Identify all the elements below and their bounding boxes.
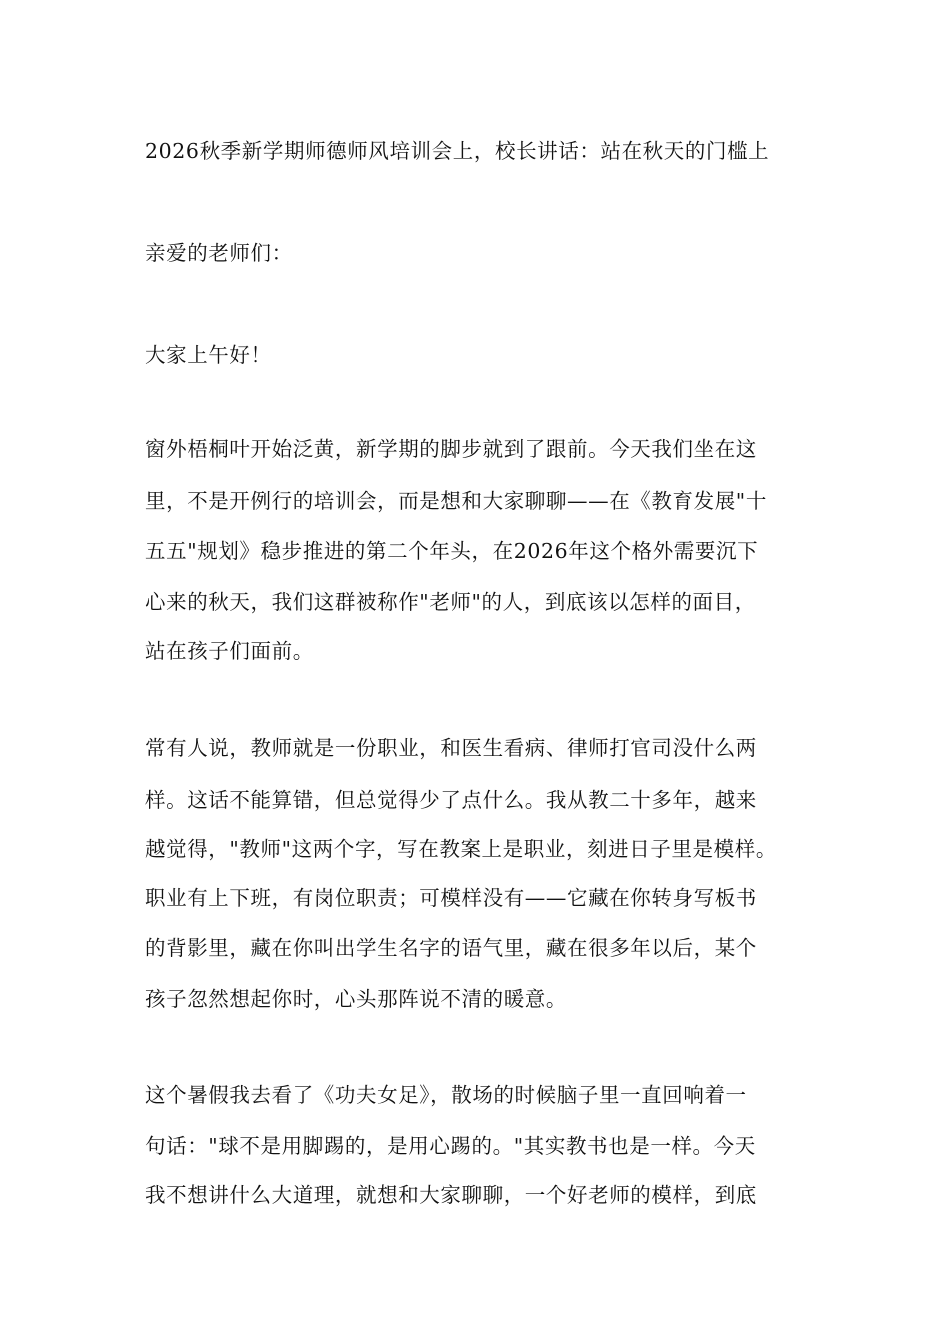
greeting: 大家上午好！ bbox=[145, 343, 272, 367]
paragraph-line: 窗外梧桐叶开始泛黄，新学期的脚步就到了跟前。今天我们坐在这 bbox=[145, 437, 757, 461]
paragraph-line: 样。这话不能算错，但总觉得少了点什么。我从教二十多年，越来 bbox=[145, 788, 757, 812]
paragraph-line: 的背影里，藏在你叫出学生名字的语气里，藏在很多年以后，某个 bbox=[145, 936, 757, 960]
salutation: 亲爱的老师们： bbox=[145, 241, 293, 265]
paragraph-line: 越觉得，"教师"这两个字，写在教案上是职业，刻进日子里是模样。 bbox=[145, 837, 777, 861]
paragraph-line: 句话："球不是用脚踢的，是用心踢的。"其实教书也是一样。今天 bbox=[145, 1134, 756, 1158]
paragraph-line: 站在孩子们面前。 bbox=[145, 639, 314, 663]
paragraph-line: 这个暑假我去看了《功夫女足》，散场的时候脑子里一直回响着一 bbox=[145, 1083, 747, 1107]
paragraph-line: 我不想讲什么大道理，就想和大家聊聊，一个好老师的模样，到底 bbox=[145, 1183, 757, 1207]
paragraph-line: 里，不是开例行的培训会，而是想和大家聊聊——在《教育发展"十 bbox=[145, 489, 767, 513]
paragraph-line: 常有人说，教师就是一份职业，和医生看病、律师打官司没什么两 bbox=[145, 736, 757, 760]
paragraph-line: 孩子忽然想起你时，心头那阵说不清的暖意。 bbox=[145, 987, 567, 1011]
document-title: 2026秋季新学期师德师风培训会上，校长讲话：站在秋天的门槛上 bbox=[145, 139, 770, 163]
paragraph-line: 职业有上下班，有岗位职责；可模样没有——它藏在你转身写板书 bbox=[145, 886, 757, 910]
paragraph-line: 五五"规划》稳步推进的第二个年头，在2026年这个格外需要沉下 bbox=[145, 539, 759, 563]
paragraph-line: 心来的秋天，我们这群被称作"老师"的人，到底该以怎样的面目， bbox=[145, 590, 756, 614]
